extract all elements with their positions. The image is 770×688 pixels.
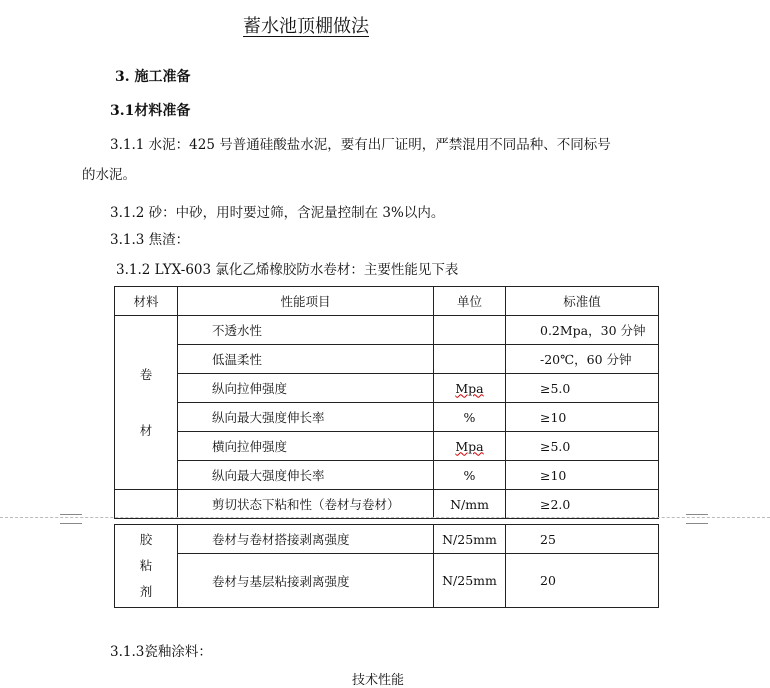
table-row — [115, 432, 659, 461]
group-cell-membrane — [115, 316, 178, 490]
value-cell: 25 — [506, 525, 659, 554]
value-cell: ≥10 — [506, 461, 659, 490]
value-cell: ≥10 — [506, 403, 659, 432]
tech-caption: 技术性能 — [352, 673, 405, 688]
header-property: 性能项目 — [178, 287, 434, 316]
unit-cell: % — [434, 403, 506, 432]
table-row — [115, 461, 659, 490]
property-cell: 低温柔性 — [178, 345, 434, 374]
table-header-row — [115, 287, 659, 316]
page-break-marker-left — [60, 514, 82, 524]
paragraph-membrane: 3.1.2 LYX-603 氯化乙烯橡胶防水卷材：主要性能见下表 — [116, 262, 459, 278]
paragraph-cement-line1: 3.1.1 水泥：425 号普通硅酸盐水泥，要有出厂证明，严禁混用不同品种、不同标号 — [110, 137, 611, 153]
value-cell: -20℃，60 分钟 — [506, 345, 659, 374]
paragraph-slag: 3.1.3 焦渣： — [110, 232, 190, 248]
table-row — [115, 316, 659, 345]
unit-cell — [434, 345, 506, 374]
section-heading: 3. 施工准备 — [115, 69, 191, 85]
group-label: 剂 — [139, 584, 153, 599]
unit-cell: N/25mm — [434, 525, 506, 554]
property-cell: 横向拉伸强度 — [178, 432, 434, 461]
subsection-heading: 3.1材料准备 — [110, 103, 191, 119]
property-cell: 卷材与基层粘接剥离强度 — [178, 554, 434, 608]
group-cell-adhesive — [115, 525, 178, 608]
table-row — [115, 345, 659, 374]
property-cell: 纵向最大强度伸长率 — [178, 461, 434, 490]
empty-group-cell — [115, 490, 178, 519]
header-unit: 单位 — [434, 287, 506, 316]
value-cell: 0.2Mpa，30 分钟 — [506, 316, 659, 345]
group-label: 卷 — [139, 366, 153, 382]
property-cell: 纵向最大强度伸长率 — [178, 403, 434, 432]
header-standard: 标准值 — [506, 287, 659, 316]
property-cell: 剪切状态下粘和性（卷材与卷材） — [178, 490, 434, 519]
table-row — [115, 403, 659, 432]
group-label: 材 — [139, 422, 153, 438]
page-break-line — [0, 517, 770, 518]
unit-cell — [434, 316, 506, 345]
header-material: 材料 — [115, 287, 178, 316]
value-cell: ≥5.0 — [506, 432, 659, 461]
value-cell: 20 — [506, 554, 659, 608]
adhesive-properties-table — [114, 524, 659, 608]
value-cell: ≥2.0 — [506, 490, 659, 519]
unit-cell: % — [434, 461, 506, 490]
unit-cell: N/mm — [434, 490, 506, 519]
document-title: 蓄水池顶棚做法 — [243, 16, 369, 37]
page-break-marker-right — [686, 514, 708, 524]
value-cell: ≥5.0 — [506, 374, 659, 403]
paragraph-glaze: 3.1.3瓷釉涂料： — [110, 644, 212, 660]
paragraph-sand: 3.1.2 砂：中砂，用时要过筛，含泥量控制在 3%以内。 — [110, 205, 445, 221]
group-label: 胶 — [139, 532, 153, 547]
unit-cell: N/25mm — [434, 554, 506, 608]
group-label: 粘 — [139, 558, 153, 573]
unit-cell: Mpa — [455, 380, 484, 396]
table-row — [115, 374, 659, 403]
table-row — [115, 490, 659, 519]
membrane-properties-table — [114, 286, 659, 519]
property-cell: 纵向拉伸强度 — [178, 374, 434, 403]
table-row — [115, 554, 659, 608]
property-cell: 卷材与卷材搭接剥离强度 — [178, 525, 434, 554]
paragraph-cement-line2: 的水泥。 — [82, 167, 136, 183]
table-row — [115, 525, 659, 554]
unit-cell: Mpa — [455, 438, 484, 454]
property-cell: 不透水性 — [178, 316, 434, 345]
